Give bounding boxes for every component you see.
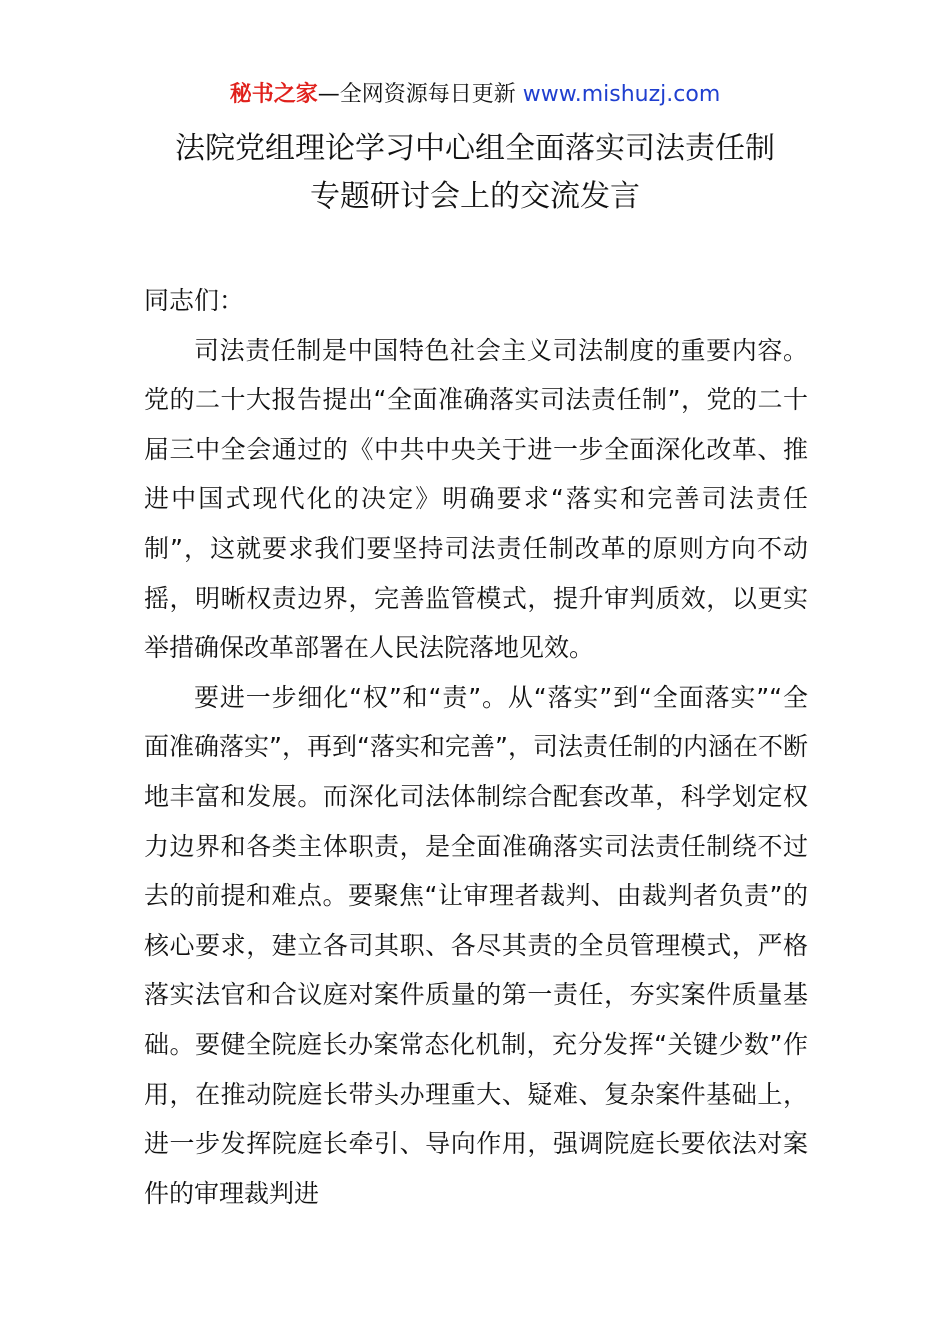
site-url-link[interactable]: www.mishuzj.com	[522, 82, 721, 107]
document-body	[144, 276, 808, 1218]
brand-name: 秘书之家	[229, 82, 318, 107]
document-title-line-1: 法院党组理论学习中心组全面落实司法责任制	[175, 131, 775, 166]
document-title-line-2: 专题研讨会上的交流发言	[310, 179, 640, 214]
paragraph-2: 要进一步细化“权”和“责”。从“落实”到“全面落实”“全面准确落实”，再到“落实和完善”，司法责任制的内涵在不断地丰富和发展。而深化司法体制综合配套改革，科学划定权力边界和各类主体职责，是全面准确落实司法责任制绕不过去的前提和难点。要聚焦“让审理者裁判、由裁判者负责”的核心要求，建立各司其职、各尽其责的全员管理模式，严格落实法官和合议庭对案件质量的第一责任，夯实案件质量基础。要健全院庭长办案常态化机制，充分发挥“关键少数”作用，在推动院庭长带头办理重大、疑难、复杂案件基础上，进一步发挥院庭长牵引、导向作用，强调院庭长要依法对案件的审理裁判进	[144, 682, 808, 1208]
greeting: 同志们：	[144, 286, 245, 315]
header-tagline: —全网资源每日更新	[317, 82, 516, 107]
site-header	[0, 78, 950, 112]
paragraph-1: 司法责任制是中国特色社会主义司法制度的重要内容。党的二十大报告提出“全面准确落实司法责任制”，党的二十届三中全会通过的《中共中央关于进一步全面深化改革、推进中国式现代化的决定》明确要求“落实和完善司法责任制”，这就要求我们要坚持司法责任制改革的原则方向不动摇，明晰权责边界，完善监管模式，提升审判质效，以更实举措确保改革部署在人民法院落地见效。	[144, 335, 808, 663]
